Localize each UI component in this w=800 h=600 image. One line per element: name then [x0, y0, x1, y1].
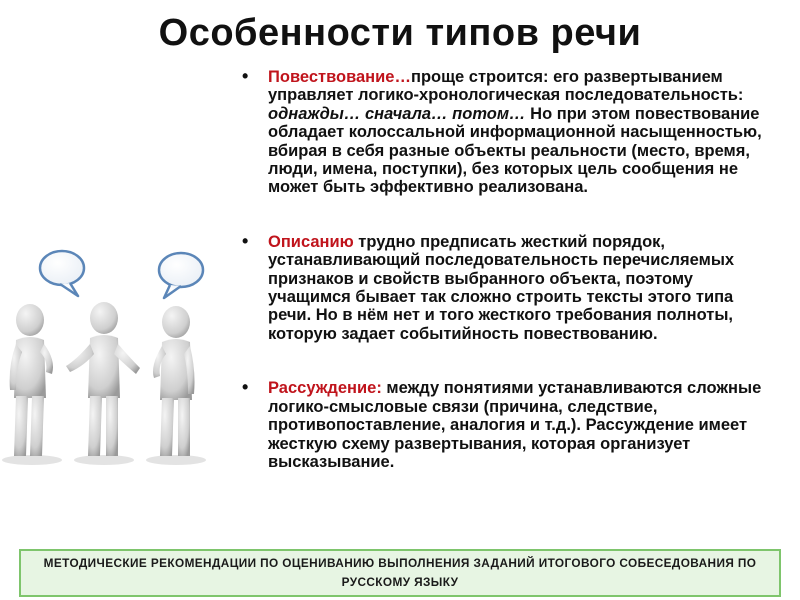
person-middle-icon — [66, 302, 140, 456]
term-description: Описанию — [268, 232, 354, 251]
bullet-reasoning — [240, 379, 780, 471]
bullet-dot-icon: • — [242, 230, 249, 251]
bullet-dot-icon: • — [242, 377, 249, 398]
person-left-icon — [10, 304, 53, 456]
reasoning-text: между понятиями устанавливаются сложные логико-смысловые связи (причина, следствие, противопоставление, аналогия и т.д.). Рассуждение имеет жесткую схему развертывания, которая организует высказывание. — [268, 379, 762, 471]
people-talking-illustration — [0, 248, 250, 508]
narration-text-1: проще строится: его развертыванием управляет логико-хронологическая последовательность: — [268, 68, 744, 105]
people-illustration — [0, 248, 250, 508]
narration-italic-example: однажды… сначала… потом… — [268, 104, 526, 123]
bullet-list — [240, 68, 780, 471]
description-text: трудно предписать жесткий порядок, устанавливающий последовательность перечисляемых признаков и свойств выбранного объекта, поэтому учащимся бывает так сложно строить тексты этого типа речи. Но в нём нет и того жесткого требования полноты, которую задает событийность повествованию. — [268, 232, 735, 343]
bullet-dot-icon: • — [242, 66, 249, 86]
term-reasoning: Рассуждение: — [268, 379, 382, 398]
speech-bubble-left-icon — [40, 251, 84, 296]
bullet-narration — [240, 68, 780, 197]
footer-banner — [19, 549, 781, 597]
footer-text: МЕТОДИЧЕСКИЕ РЕКОМЕНДАЦИИ ПО ОЦЕНИВАНИЮ ВЫПОЛНЕНИЯ ЗАДАНИЙ ИТОГОВОГО СОБЕСЕДОВАНИЯ ПО РУССКОМУ ЯЗЫКУ — [43, 556, 757, 589]
speech-bubble-right-icon — [159, 253, 203, 298]
narration-text-2: Но при этом повествование обладает колоссальной информационной насыщенностью, вбирая в себя разные объекты реальности (место, время, люди, имена, поступки), без которых цель сообщения не может быть эффективно реализована. — [268, 104, 762, 197]
person-right-icon — [153, 306, 195, 456]
term-narration: Повествование… — [268, 68, 411, 86]
slide-title: Особенности типов речи — [158, 12, 642, 54]
bullet-description — [240, 230, 780, 343]
